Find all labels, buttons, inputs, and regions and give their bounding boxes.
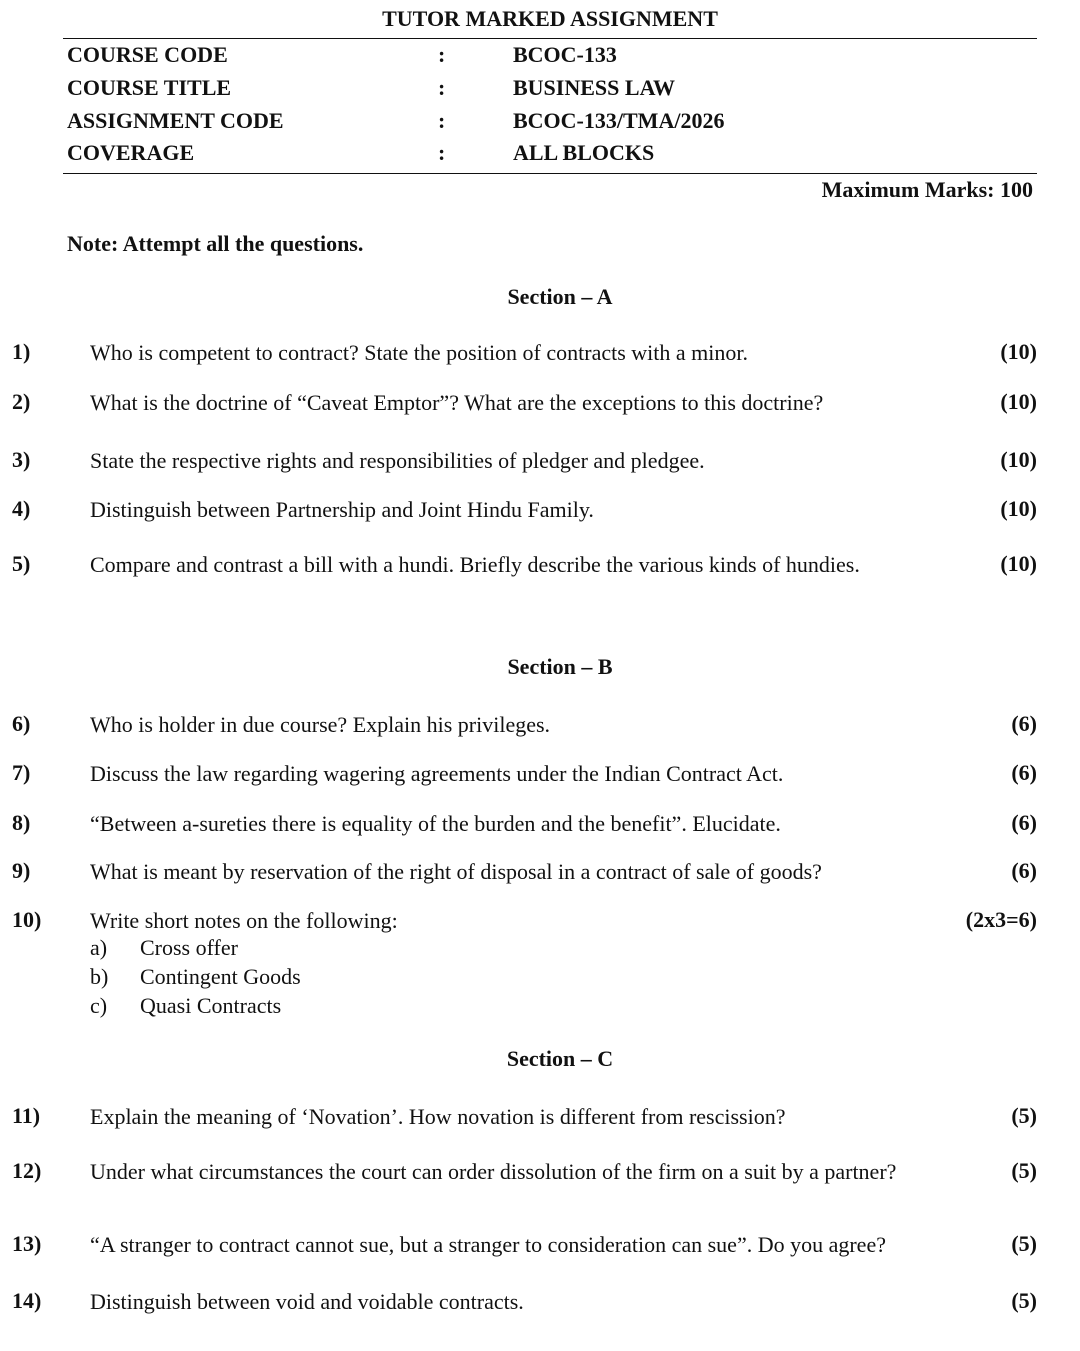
course-code-separator: : — [438, 42, 446, 67]
subitem-text: Cross offer — [140, 935, 238, 960]
course-title-label: COURSE TITLE — [67, 75, 232, 100]
question-number: 1) — [12, 339, 31, 364]
question-text: “A stranger to contract cannot sue, but a stranger to consideration can sue”. Do you agree? — [90, 1232, 886, 1257]
question-number: 2) — [12, 389, 31, 414]
question-marks: (10) — [1000, 496, 1037, 521]
question-number: 6) — [12, 711, 31, 736]
coverage-label: COVERAGE — [67, 140, 195, 165]
subitem-a — [90, 935, 238, 961]
question-text: Who is holder in due course? Explain his privileges. — [90, 712, 551, 737]
subitem-c — [90, 993, 281, 1019]
assignment-code-separator: : — [438, 108, 446, 133]
question-number: 12) — [12, 1158, 42, 1183]
subitem-label: a) — [90, 935, 108, 960]
subitem-b — [90, 964, 301, 990]
question-number: 4) — [12, 496, 31, 521]
section-a-heading: Section – A — [507, 284, 613, 309]
question-number: 8) — [12, 810, 31, 835]
question-marks: (5) — [1011, 1103, 1037, 1128]
assignment-code-value: BCOC-133/TMA/2026 — [513, 108, 725, 133]
question-marks: (6) — [1011, 858, 1037, 883]
question-marks: (5) — [1011, 1158, 1037, 1183]
question-marks: (6) — [1011, 711, 1037, 736]
question-text: Distinguish between void and voidable contracts. — [90, 1289, 524, 1314]
subitem-text: Quasi Contracts — [140, 993, 282, 1018]
question-marks: (10) — [1000, 447, 1037, 472]
coverage-value: ALL BLOCKS — [513, 140, 655, 165]
course-title-separator: : — [438, 75, 446, 100]
question-marks: (10) — [1000, 339, 1037, 364]
question-marks: (5) — [1011, 1288, 1037, 1313]
question-number: 5) — [12, 551, 31, 576]
question-text: What is the doctrine of “Caveat Emptor”? What are the exceptions to this doctrine? — [90, 390, 824, 415]
question-marks: (5) — [1011, 1231, 1037, 1256]
question-number: 9) — [12, 858, 31, 883]
question-number: 10) — [12, 907, 42, 932]
course-code-label: COURSE CODE — [67, 42, 228, 67]
question-text: “Between a-sureties there is equality of the burden and the benefit”. Elucidate. — [90, 811, 781, 836]
question-text: Under what circumstances the court can order dissolution of the firm on a suit by a partner? — [90, 1159, 897, 1184]
document-title: TUTOR MARKED ASSIGNMENT — [382, 6, 718, 31]
question-text: Who is competent to contract? State the position of contracts with a minor. — [90, 340, 749, 365]
course-code-value: BCOC-133 — [513, 42, 617, 67]
question-text: Explain the meaning of ‘Novation’. How novation is different from rescission? — [90, 1104, 786, 1129]
question-marks: (10) — [1000, 389, 1037, 414]
subitem-label: b) — [90, 964, 109, 989]
question-number: 13) — [12, 1231, 42, 1256]
course-title-value: BUSINESS LAW — [513, 75, 676, 100]
question-text: Discuss the law regarding wagering agreements under the Indian Contract Act. — [90, 761, 784, 786]
question-marks: (6) — [1011, 810, 1037, 835]
header-bottom-rule — [63, 173, 1037, 174]
instructions-note: Note: Attempt all the questions. — [67, 231, 364, 256]
question-marks: (6) — [1011, 760, 1037, 785]
question-number: 14) — [12, 1288, 42, 1313]
question-number: 11) — [12, 1103, 41, 1128]
subitem-text: Contingent Goods — [140, 964, 301, 989]
subitem-label: c) — [90, 993, 108, 1018]
coverage-separator: : — [438, 140, 446, 165]
question-text: Compare and contrast a bill with a hundi. Briefly describe the various kinds of hundies. — [90, 552, 860, 577]
question-number: 3) — [12, 447, 31, 472]
question-text: State the respective rights and responsibilities of pledger and pledgee. — [90, 448, 705, 473]
question-text: What is meant by reservation of the right of disposal in a contract of sale of goods? — [90, 859, 822, 884]
question-marks: (2x3=6) — [965, 907, 1037, 932]
question-text: Write short notes on the following: — [90, 908, 398, 933]
section-b-heading: Section – B — [507, 654, 613, 679]
header-top-rule — [63, 38, 1037, 39]
maximum-marks: Maximum Marks: 100 — [821, 177, 1033, 202]
section-c-heading: Section – C — [506, 1046, 614, 1071]
question-marks: (10) — [1000, 551, 1037, 576]
question-text: Distinguish between Partnership and Joint Hindu Family. — [90, 497, 594, 522]
assignment-code-label: ASSIGNMENT CODE — [67, 108, 284, 133]
question-number: 7) — [12, 760, 31, 785]
